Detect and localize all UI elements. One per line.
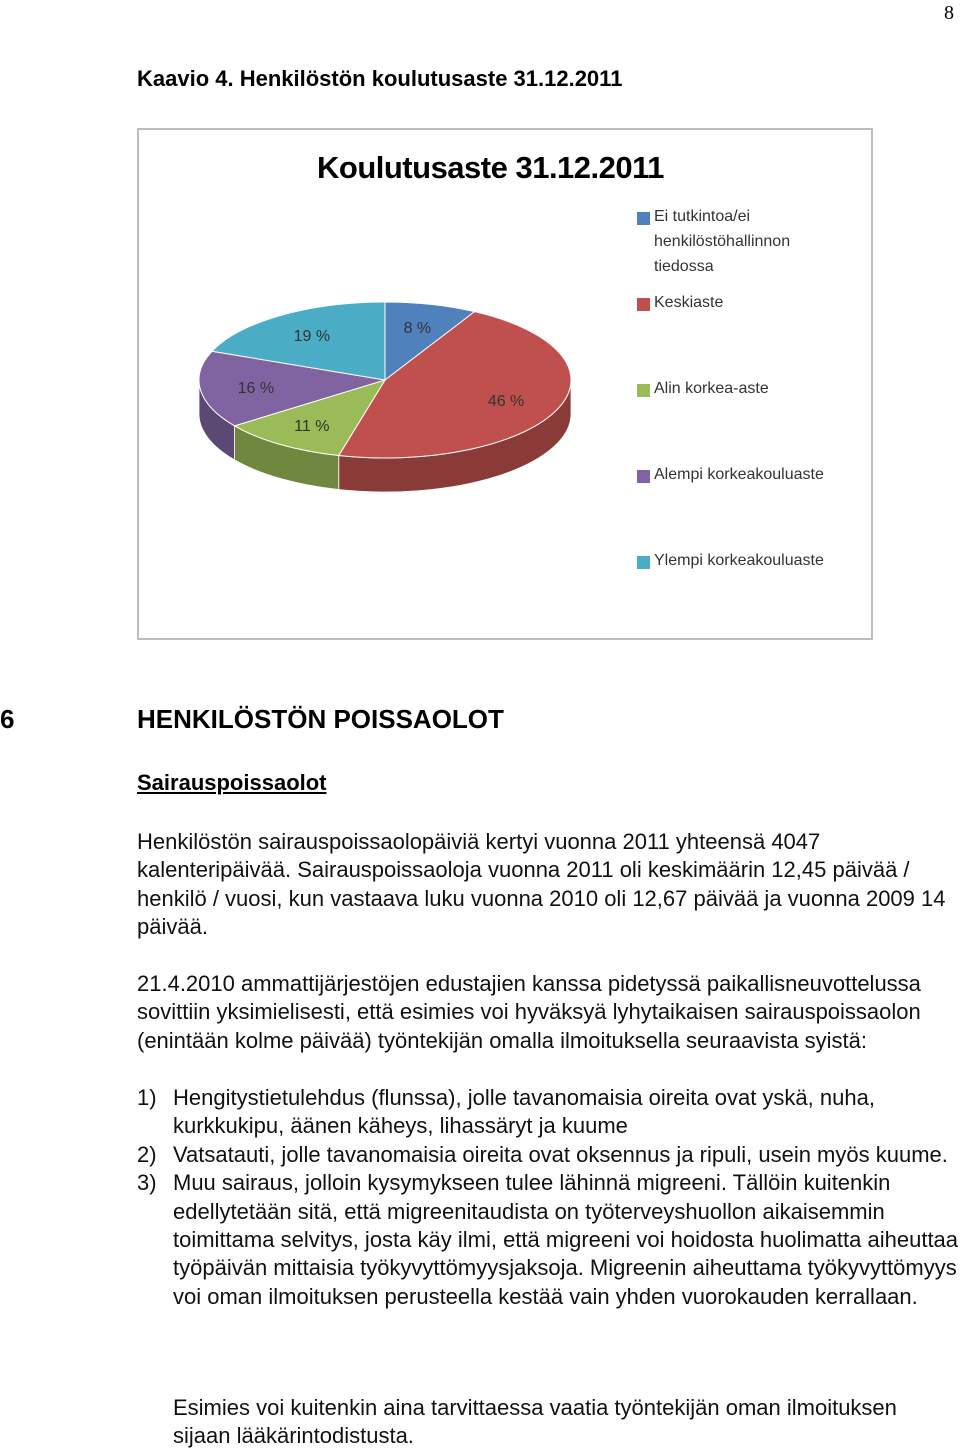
list-item-number: 2): [137, 1141, 157, 1167]
pie-data-label: 8 %: [403, 320, 432, 338]
legend-swatch: [637, 298, 650, 311]
list-item-number: 3): [137, 1170, 157, 1196]
page-number: 8: [944, 2, 954, 24]
legend-label: Alin korkea-aste: [654, 380, 769, 397]
pie-data-label: 19 %: [293, 327, 331, 345]
list-item: [137, 1084, 959, 1141]
paragraph-sick-leave-days: Henkilöstön sairauspoissaolopäiviä kertyi vuonna 2011 yhteensä 4047 kalenteripäivää. Sairauspoissaoloja vuonna 2011 oli keskimäärin 12,45 päivää / henkilö / vuosi, kun vastaava luku vuonna 2010 oli 12,67 päivää ja vuonna 2009 14 päivää.: [137, 829, 946, 940]
pie-data-label: 11 %: [294, 418, 330, 436]
list-item-text: Hengitystietulehdus (flunssa), jolle tavanomaisia oireita ovat yskä, nuha, kurkkukipu, äänen käheys, lihassäryt ja kuume: [173, 1085, 875, 1139]
legend-label: Ylempi korkeakouluaste: [654, 552, 824, 569]
list-item-text: Muu sairaus, jolloin kysymykseen tulee lähinnä migreeni. Tällöin kuitenkin edellytetään sitä, että migreenitaudista on työterveyshuollon aikaisemmin toimittama selvitys, josta käy ilmi, että migreeni voi hoidosta huolimatta aiheuttaa työpäivän mittaisia työkyvyttömyysjaksoja. Migreenin aiheuttama työkyvyttömyys voi oman ilmoituksen perusteella kestää vain yhden vuorokauden kerrallaan.: [173, 1170, 959, 1309]
legend-item: [637, 466, 854, 487]
pie-data-label: 46 %: [487, 393, 525, 411]
legend-item: [637, 294, 854, 315]
chart-title: Koulutusaste 31.12.2011: [317, 150, 664, 185]
subsection-title: Sairauspoissaolot: [137, 770, 327, 795]
list-item: [137, 1141, 959, 1169]
section-title: HENKILÖSTÖN POISSAOLOT: [137, 704, 504, 734]
legend-label: Alempi korkeakouluaste: [654, 466, 824, 483]
legend-swatch: [637, 384, 650, 397]
legend-item: [637, 552, 854, 573]
legend-label: Keskiaste: [654, 294, 724, 311]
list-item-text: Vatsatauti, jolle tavanomaisia oireita ovat oksennus ja ripuli, usein myös kuume.: [173, 1141, 948, 1167]
pie-chart: [137, 128, 873, 640]
legend-swatch: [637, 470, 650, 483]
legend-label: Ei tutkintoa/ei henkilöstöhallinnon tiedossa: [654, 208, 791, 275]
legend-item: [637, 380, 854, 401]
legend-swatch: [637, 212, 650, 225]
figure-caption: Kaavio 4. Henkilöstön koulutusaste 31.12.2011: [137, 66, 623, 91]
legend-swatch: [637, 556, 650, 569]
paragraph-agreement: 21.4.2010 ammattijärjestöjen edustajien kanssa pidetyssä paikallisneuvottelussa sovittiin yksimielisesti, että esimies voi hyväksyä lyhytaikaisen sairauspoissaolon (enintään kolme päivää) työntekijän omalla ilmoituksella seuraavista syistä:: [137, 971, 921, 1053]
legend-item: [637, 208, 854, 279]
pie-data-label: 16 %: [237, 379, 275, 397]
list-item-number: 1): [137, 1085, 157, 1110]
reason-list: [137, 1084, 959, 1311]
paragraph-medical-certificate: Esimies voi kuitenkin aina tarvittaessa vaatia työntekijän oman ilmoituksen sijaan lääkärintodistusta.: [173, 1395, 897, 1449]
list-item: [137, 1169, 959, 1311]
section-number: 6: [0, 704, 15, 734]
